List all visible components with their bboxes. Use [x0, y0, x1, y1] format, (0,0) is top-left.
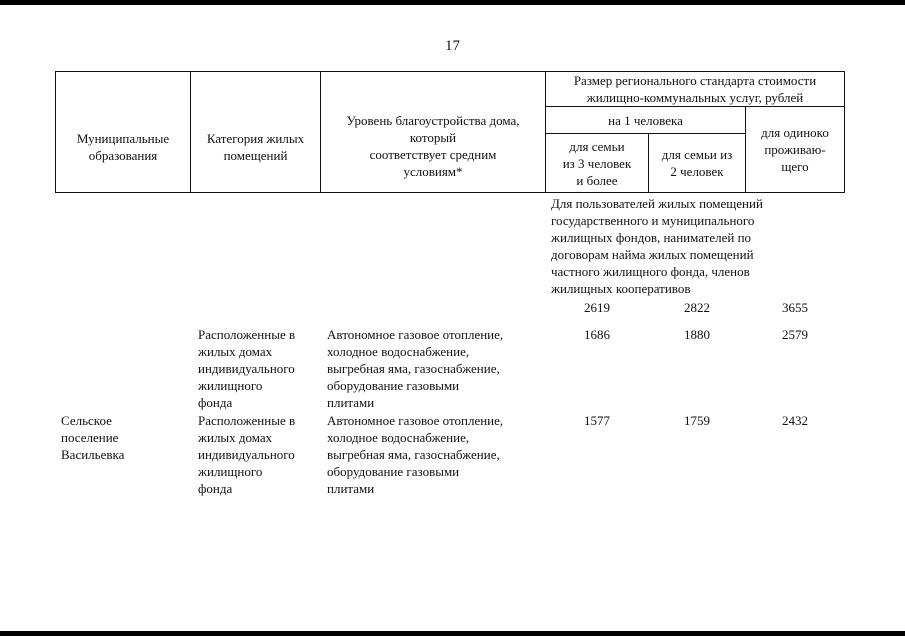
row-category: Расположенные в жилых домах индивидуального жилищного фонда — [198, 413, 296, 496]
value-family-3: 1577 — [584, 413, 610, 428]
header-family-3: для семьи из 3 человек и более — [562, 138, 632, 188]
rule-right — [844, 71, 845, 193]
header-level: Уровень благоустройства дома, который соответствует средним условиям* — [346, 113, 520, 179]
value-family-2: 1759 — [684, 413, 710, 428]
page-number: 17 — [445, 38, 460, 54]
row-municipality: Сельское поселение Васильевка — [61, 413, 125, 462]
value-single: 2579 — [782, 327, 808, 342]
row-level: Автономное газовое отопление, холодное водоснабжение, выгребная яма, газоснабжение, оборудование газовыми плитами — [327, 327, 504, 410]
header-category: Категория жилых помещений — [206, 131, 305, 163]
value-family-3: 1686 — [584, 327, 610, 342]
value-family-3: 2619 — [584, 300, 610, 315]
rule-bottom — [55, 192, 845, 193]
value-single: 2432 — [782, 413, 808, 428]
header-family-2: для семьи из 2 человек — [661, 147, 733, 179]
row-category: Расположенные в жилых домах индивидуального жилищного фонда — [198, 327, 296, 410]
header-standard-size: Размер регионального стандарта стоимости жилищно-коммунальных услуг, рублей — [573, 73, 817, 105]
header-single: для одиноко проживаю- щего — [761, 125, 829, 174]
value-family-2: 1880 — [684, 327, 710, 342]
header-municipality: Муниципальные образования — [76, 131, 170, 163]
scan-border-bottom — [0, 631, 905, 636]
scan-border-top — [0, 0, 905, 5]
section-note: Для пользователей жилых помещений государственного и муниципального жилищных фондов, нанимателей по договорам найма жилых помещений частного жилищного фонда, членов жилищных кооперативов — [551, 196, 763, 296]
value-single: 3655 — [782, 300, 808, 315]
row-level: Автономное газовое отопление, холодное водоснабжение, выгребная яма, газоснабжение, оборудование газовыми плитами — [327, 413, 504, 496]
header-per-person: на 1 человека — [608, 112, 683, 128]
value-family-2: 2822 — [684, 300, 710, 315]
